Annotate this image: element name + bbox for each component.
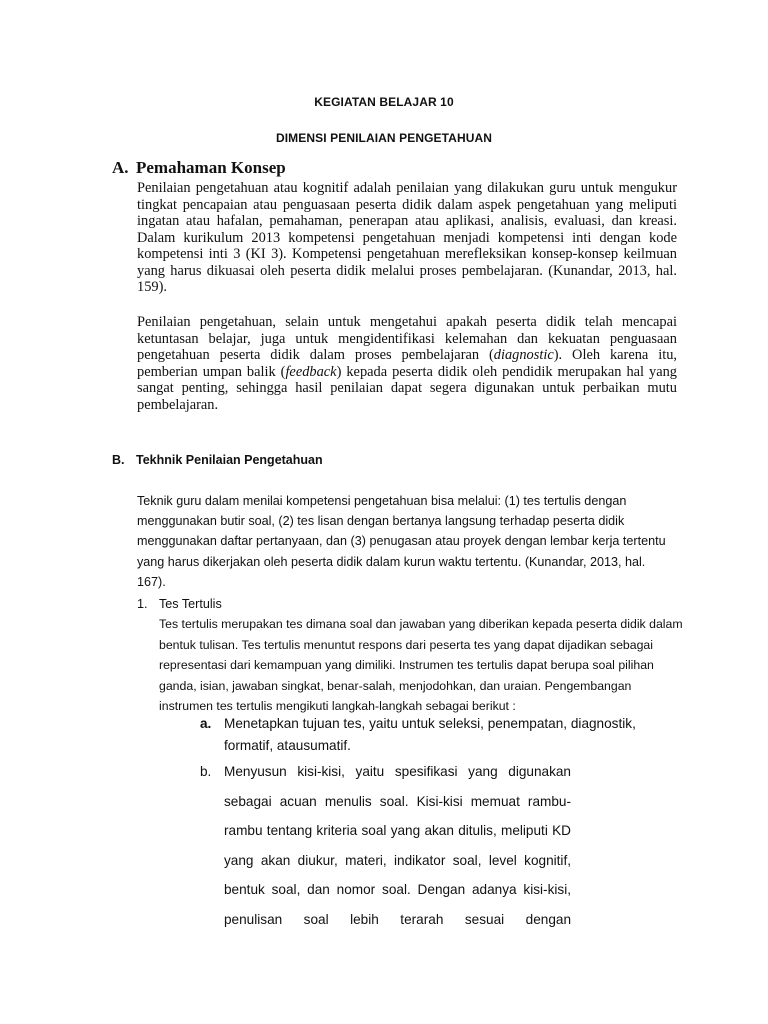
document-subtitle: DIMENSI PENILAIAN PENGETAHUAN [275, 131, 493, 145]
para2-text-3: ) kepada peserta didik oleh pendidik merupakan hal yang sangat penting, sehingga hasil penilaian dapat segera digunakan untuk perbaikan mutu pembelajaran. [137, 363, 677, 413]
list-item-number: 1. [137, 597, 148, 611]
section-b-label: B. [112, 453, 125, 467]
section-b-heading [112, 453, 323, 467]
section-b-paragraph: Teknik guru dalam menilai kompetensi pengetahuan bisa melalui: (1) tes tertulis dengan menggunakan butir soal, (2) tes lisan dengan bertanya langsung terhadap peserta didik menggunakan daftar pertanyaan, dan (3) penugasan atau proyek dengan lembar kerja tertentu yang harus dikerjakan oleh peserta didik dalam kurun waktu tertentu. (Kunandar, 2013, hal. 167). [137, 494, 666, 589]
para2-text-1: Penilaian pengetahuan, selain untuk mengetahui apakah peserta didik telah mencapai ketuntasan belajar, juga untuk mengidentifikasi kelemahan dan kekuatan penguasaan pengetahuan peserta didik dalam proses pembelajaran ( [137, 314, 677, 363]
step-b [200, 757, 660, 934]
section-a-label: A. [112, 158, 129, 177]
para2-emphasis-diagnostic: diagnostic [493, 347, 554, 363]
section-a-paragraph-1: Penilaian pengetahuan atau kognitif adalah penilaian yang dilakukan guru untuk mengukur tingkat pencapaian atau penguasaan peserta didik dalam aspek pengetahuan yang meliputi ingatan atau hafalan, pemahaman, penerapan atau aplikasi, analisis, evaluasi, dan kreasi. Dalam kurikulum 2013 kompetensi pengetahuan menjadi kompetensi inti dengan kode kompetensi inti 3 (KI 3). Kompetensi pengetahuan merefleksikan konsep-konsep keilmuan yang harus dikuasai oleh peserta didik melalui proses pembelajaran. (Kunandar, 2013, hal. 159). [137, 180, 677, 295]
list-item-title: Tes Tertulis [159, 597, 222, 611]
step-a-text: Menetapkan tujuan tes, yaitu untuk seleksi, penempatan, diagnostik, formatif, atausumatif. [224, 716, 636, 753]
step-a [200, 713, 660, 757]
step-a-label: a. [200, 716, 212, 731]
section-a-paragraph-2 [137, 314, 677, 413]
para2-text-2: ). Oleh karena itu, pemberian umpan balik ( [137, 347, 677, 380]
section-a-heading [112, 158, 286, 178]
section-b-title: Tekhnik Penilaian Pengetahuan [136, 453, 323, 467]
section-a-title: Pemahaman Konsep [136, 158, 286, 177]
document-title: KEGIATAN BELAJAR 10 [314, 95, 454, 109]
tes-tertulis-description: Tes tertulis merupakan tes dimana soal dan jawaban yang diberikan kepada peserta didik dalam bentuk tulisan. Tes tertulis menuntut respons dari peserta tes yang dapat dijadikan sebagai representasi dari kemampuan yang dimiliki. Instrumen tes tertulis dapat berupa soal pilihan ganda, isian, jawaban singkat, benar-salah, menjodohkan, dan uraian. Pengembangan instrumen tes tertulis mengikuti langkah-langkah sebagai berikut : [159, 617, 683, 713]
para2-emphasis-feedback: feedback [285, 363, 337, 380]
step-b-text: Menyusun kisi-kisi, yaitu spesifikasi yang digunakan sebagai acuan menulis soal. Kisi-kisi memuat rambu-rambu tentang kriteria soal yang akan ditulis, meliputi KD yang akan diukur, materi, indikator soal, level kognitif, bentuk soal, dan nomor soal. Dengan adanya kisi-kisi, penulisan soal lebih terarah sesuai dengan [224, 764, 571, 927]
list-item-tes-tertulis [137, 594, 222, 614]
step-b-label: b. [200, 764, 212, 779]
